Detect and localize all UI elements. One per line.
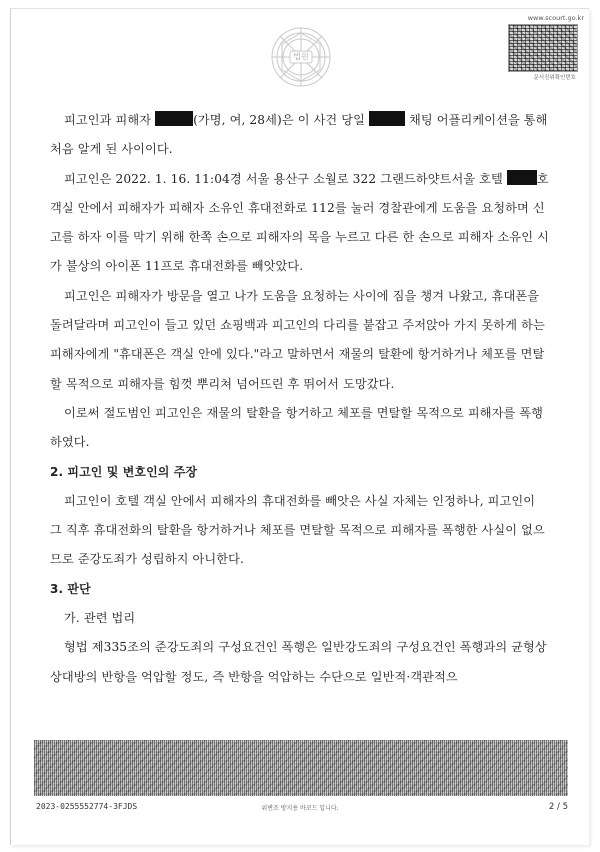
site-url: www.scourt.go.kr bbox=[527, 14, 584, 22]
redacted-app-name bbox=[369, 111, 405, 126]
anti-forgery-barcode bbox=[34, 740, 568, 796]
verification-qr-code bbox=[508, 24, 578, 72]
seal-text: 법원 bbox=[293, 52, 309, 61]
qr-caption: 문서진위확인번호 bbox=[533, 75, 576, 81]
subsection-heading: 가. 관련 법리 bbox=[64, 611, 136, 626]
paragraph-2: 피고인은 2022. 1. 16. 11:04경 서울 용산구 소월로 322 그랜드하얏트서울 호텔 호 객실 안에서 피해자가 피해자 소유인 휴대전화로 112를 눌러 경찰관에게 도움을 요청하며 신고를 하자 이를 막기 위해 한쪽 손으로 피해자의 목을 누르고 다른 한 손으로 피해자 소유인 시가 불상의 아이폰 11프로 휴대전화를 빼앗았다. bbox=[50, 171, 549, 274]
redacted-name bbox=[155, 111, 193, 126]
barcode-notice: 위변조 방지용 바코드 입니다. bbox=[261, 805, 339, 812]
document-number: 2023-0255552774-3FJDS bbox=[36, 802, 138, 811]
page-number: 2 / 5 bbox=[548, 802, 568, 812]
paragraph-6: 형법 제335조의 준강도죄의 구성요건인 폭행은 일반강도죄의 구성요건인 폭행과의 균형상 상대방의 반항을 억압할 정도, 즉 반항을 억압하는 수단으로 일반적·객관적으 bbox=[50, 640, 547, 684]
judgment-body bbox=[50, 106, 550, 692]
section-heading-2: 2. 피고인 및 변호인의 주장 bbox=[50, 464, 198, 479]
paragraph-4: 이로써 절도범인 피고인은 재물의 탈환을 항거하고 체포를 면탈할 목적으로 피해자를 폭행하였다. bbox=[50, 405, 544, 450]
paragraph-5: 피고인이 호텔 객실 안에서 피해자의 휴대전화를 빼앗은 사실 자체는 인정하나, 피고인이 그 직후 휴대전화의 탈환을 항거하거나 체포를 면탈할 목적으로 피해자를 폭행한 사실이 없으므로 준강도죄가 성립하지 아니한다. bbox=[50, 493, 545, 567]
paragraph-3: 피고인은 피해자가 방문을 열고 나가 도움을 요청하는 사이에 짐을 챙겨 나왔고, 휴대폰을 돌려달라며 피고인이 들고 있던 쇼핑백과 피고인의 다리를 붙잡고 주저앉아 가지 못하게 하는 피해자에게 "휴대폰은 객실 안에 있다."라고 말하면서 재물의 탈환에 항거하거나 체포를 면탈할 목적으로 피해자를 힘껏 뿌리쳐 넘어뜨린 후 뛰어서 도망갔다. bbox=[50, 288, 545, 391]
redacted-room-number bbox=[507, 170, 537, 185]
paragraph-1: 피고인과 피해자 (가명, 여, 28세)은 이 사건 당일 채팅 어플리케이션을 통해 처음 알게 된 사이이다. bbox=[50, 113, 548, 157]
section-heading-3: 3. 판단 bbox=[50, 581, 91, 596]
